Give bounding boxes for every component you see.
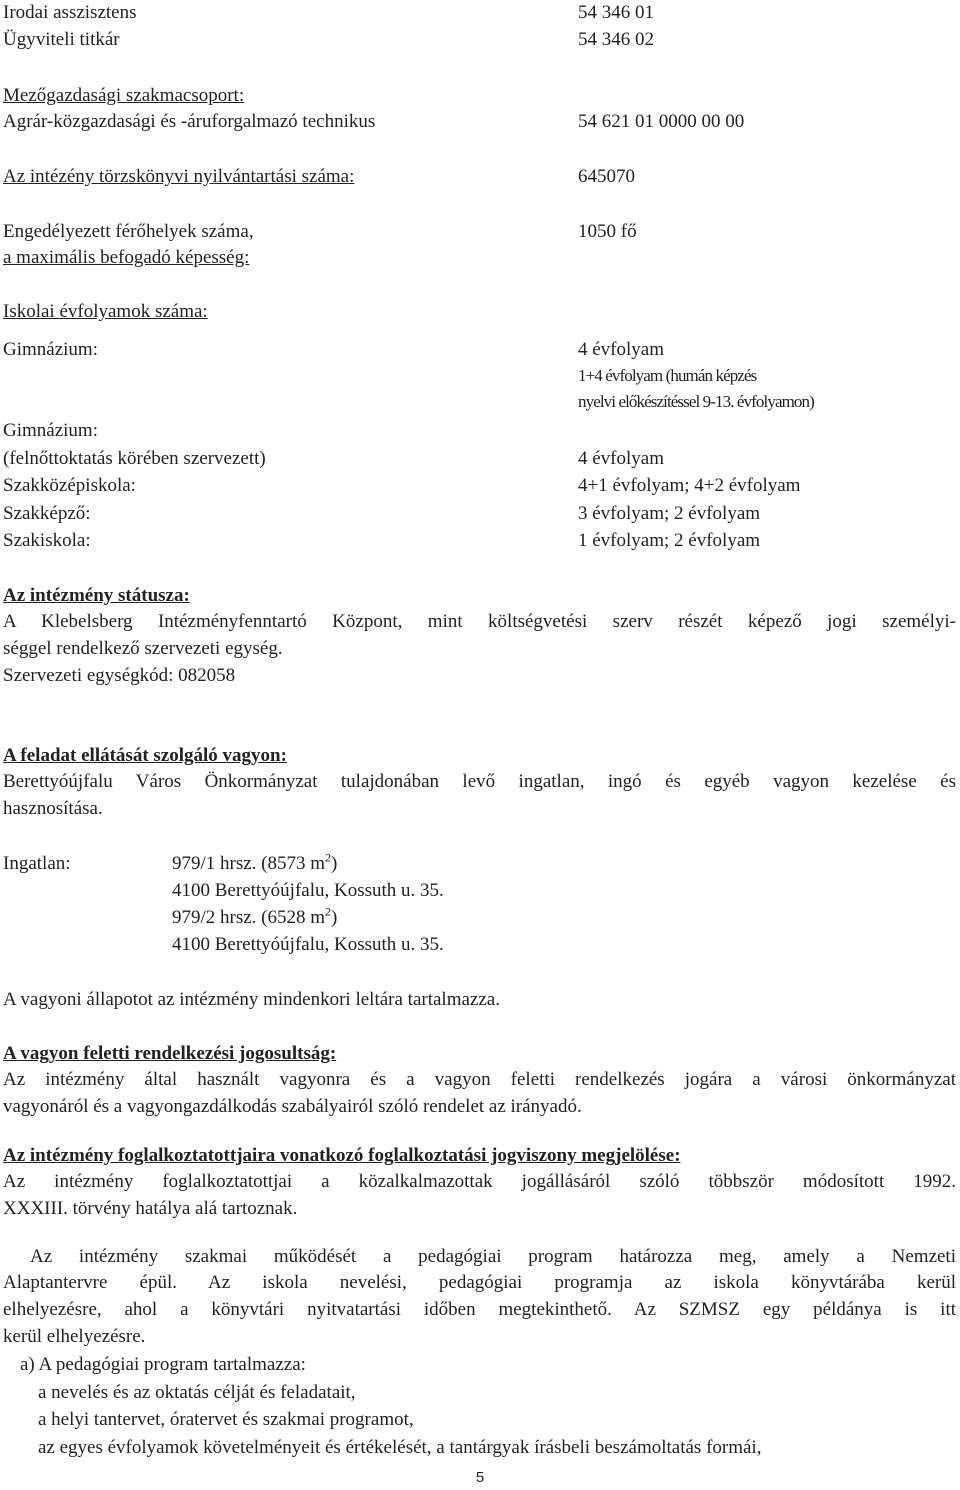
list-subitem: az egyes évfolyamok követelményeit és értékelését, a tantárgyak írásbeli beszámoltatás formái, [38, 1437, 762, 1458]
employment-text: Az intézmény foglalkoztatottjai a közalkalmazottak jogállásáról szóló többször módosított 1992. [3, 1171, 956, 1192]
voc-school-value: 1 évfolyam; 2 évfolyam [578, 530, 761, 551]
list-subitem: a nevelés és az oktatás célját és feladatait, [38, 1382, 356, 1403]
address-1: 4100 Berettyóújfalu, Kossuth u. 35. [172, 880, 444, 901]
gym-label: Gimnázium: [3, 339, 98, 360]
voc-train-label: Szakképző: [3, 503, 91, 524]
list-subitem: a helyi tantervet, óratervet és szakmai programot, [38, 1409, 414, 1430]
program-name: Ügyviteli titkár [3, 29, 120, 50]
status-heading: Az intézmény státusza: [3, 585, 190, 606]
agri-program-name: Agrár-közgazdasági és -áruforgalmazó technikus [3, 111, 376, 132]
disposal-heading: A vagyon feletti rendelkezési jogosultság: [3, 1043, 337, 1064]
employment-text: XXXIII. törvény hatálya alá tartoznak. [3, 1198, 298, 1219]
agri-group-heading: Mezőgazdasági szakmacsoport: [3, 85, 245, 106]
voc-sec-label: Szakközépiskola: [3, 475, 136, 496]
assets-text: hasznosítása. [3, 798, 103, 819]
capacity-value: 1050 fő [578, 221, 637, 242]
page-number: 5 [475, 1469, 485, 1486]
assets-text: Berettyóújfalu Város Önkormányzat tulajdonában levő ingatlan, ingó és egyéb vagyon kezelése és [3, 771, 956, 792]
gym-value-detail: 1+4 évfolyam (humán képzés [578, 366, 757, 385]
capacity-label-line2: a maximális befogadó képesség: [3, 247, 250, 268]
pedagogy-text: kerül elhelyezésre. [3, 1326, 146, 1347]
registry-label: Az intézény törzskönyvi nyilvántartási száma: [3, 166, 355, 187]
adult-gym-label-note: (felnőttoktatás körében szervezett) [3, 448, 266, 469]
program-code: 54 346 02 [578, 29, 654, 50]
status-text: séggel rendelkező szervezeti egység. [3, 638, 283, 659]
gym-value: 4 évfolyam [578, 339, 665, 360]
agri-program-code: 54 621 01 0000 00 00 [578, 111, 745, 132]
unit-code: Szervezeti egységkód: 082058 [3, 665, 236, 686]
status-text: A Klebelsberg Intézményfenntartó Központ, mint költségvetési szerv részét képező jogi személyi- [3, 611, 956, 632]
pedagogy-text: Az intézmény szakmai működését a pedagógiai program határozza meg, amely a Nemzeti [30, 1246, 956, 1267]
address-2: 4100 Berettyóújfalu, Kossuth u. 35. [172, 934, 444, 955]
pedagogy-text: Alaptantervre épül. Az iskola nevelési, pedagógiai programja az iskola könyvtárába kerül [3, 1272, 956, 1293]
adult-gym-value: 4 évfolyam [578, 448, 665, 469]
employment-heading: Az intézmény foglalkoztatottjaira vonatkozó foglalkoztatási jogviszony megjelölése: [3, 1145, 681, 1166]
pedagogy-text: elhelyezésre, ahol a könyvtári nyitvatartási időben megtekinthető. Az SZMSZ egy példánya is itt [3, 1299, 956, 1320]
registry-value: 645070 [578, 166, 635, 187]
parcel-2: 979/2 hrsz. (6528 $m^2$) [172, 904, 338, 928]
disposal-text: vagyonáról és a vagyongazdálkodás szabályairól szóló rendelet az irányadó. [3, 1096, 582, 1117]
realestate-label: Ingatlan: [3, 853, 71, 874]
disposal-text: Az intézmény által használt vagyonra és a vagyon feletti rendelkezés jogára a városi önkormányzat [3, 1069, 956, 1090]
voc-school-label: Szakiskola: [3, 530, 91, 551]
adult-gym-label: Gimnázium: [3, 420, 98, 441]
capacity-label-line1: Engedélyezett férőhelyek száma, [3, 221, 254, 242]
program-code: 54 346 01 [578, 2, 654, 23]
list-item-a: a) A pedagógiai program tartalmazza: [20, 1354, 306, 1375]
voc-train-value: 3 évfolyam; 2 évfolyam [578, 503, 761, 524]
grades-heading: Iskolai évfolyamok száma: [3, 301, 208, 322]
voc-sec-value: 4+1 évfolyam; 4+2 évfolyam [578, 475, 801, 496]
inventory-note: A vagyoni állapotot az intézmény mindenkori leltára tartalmazza. [3, 989, 500, 1010]
assets-heading: A feladat ellátását szolgáló vagyon: [3, 745, 287, 766]
gym-value-detail: nyelvi előkészítéssel 9-13. évfolyamon) [578, 392, 814, 411]
program-name: Irodai asszisztens [3, 2, 137, 23]
parcel-1: 979/1 hrsz. (8573 $m^2$) [172, 850, 338, 874]
